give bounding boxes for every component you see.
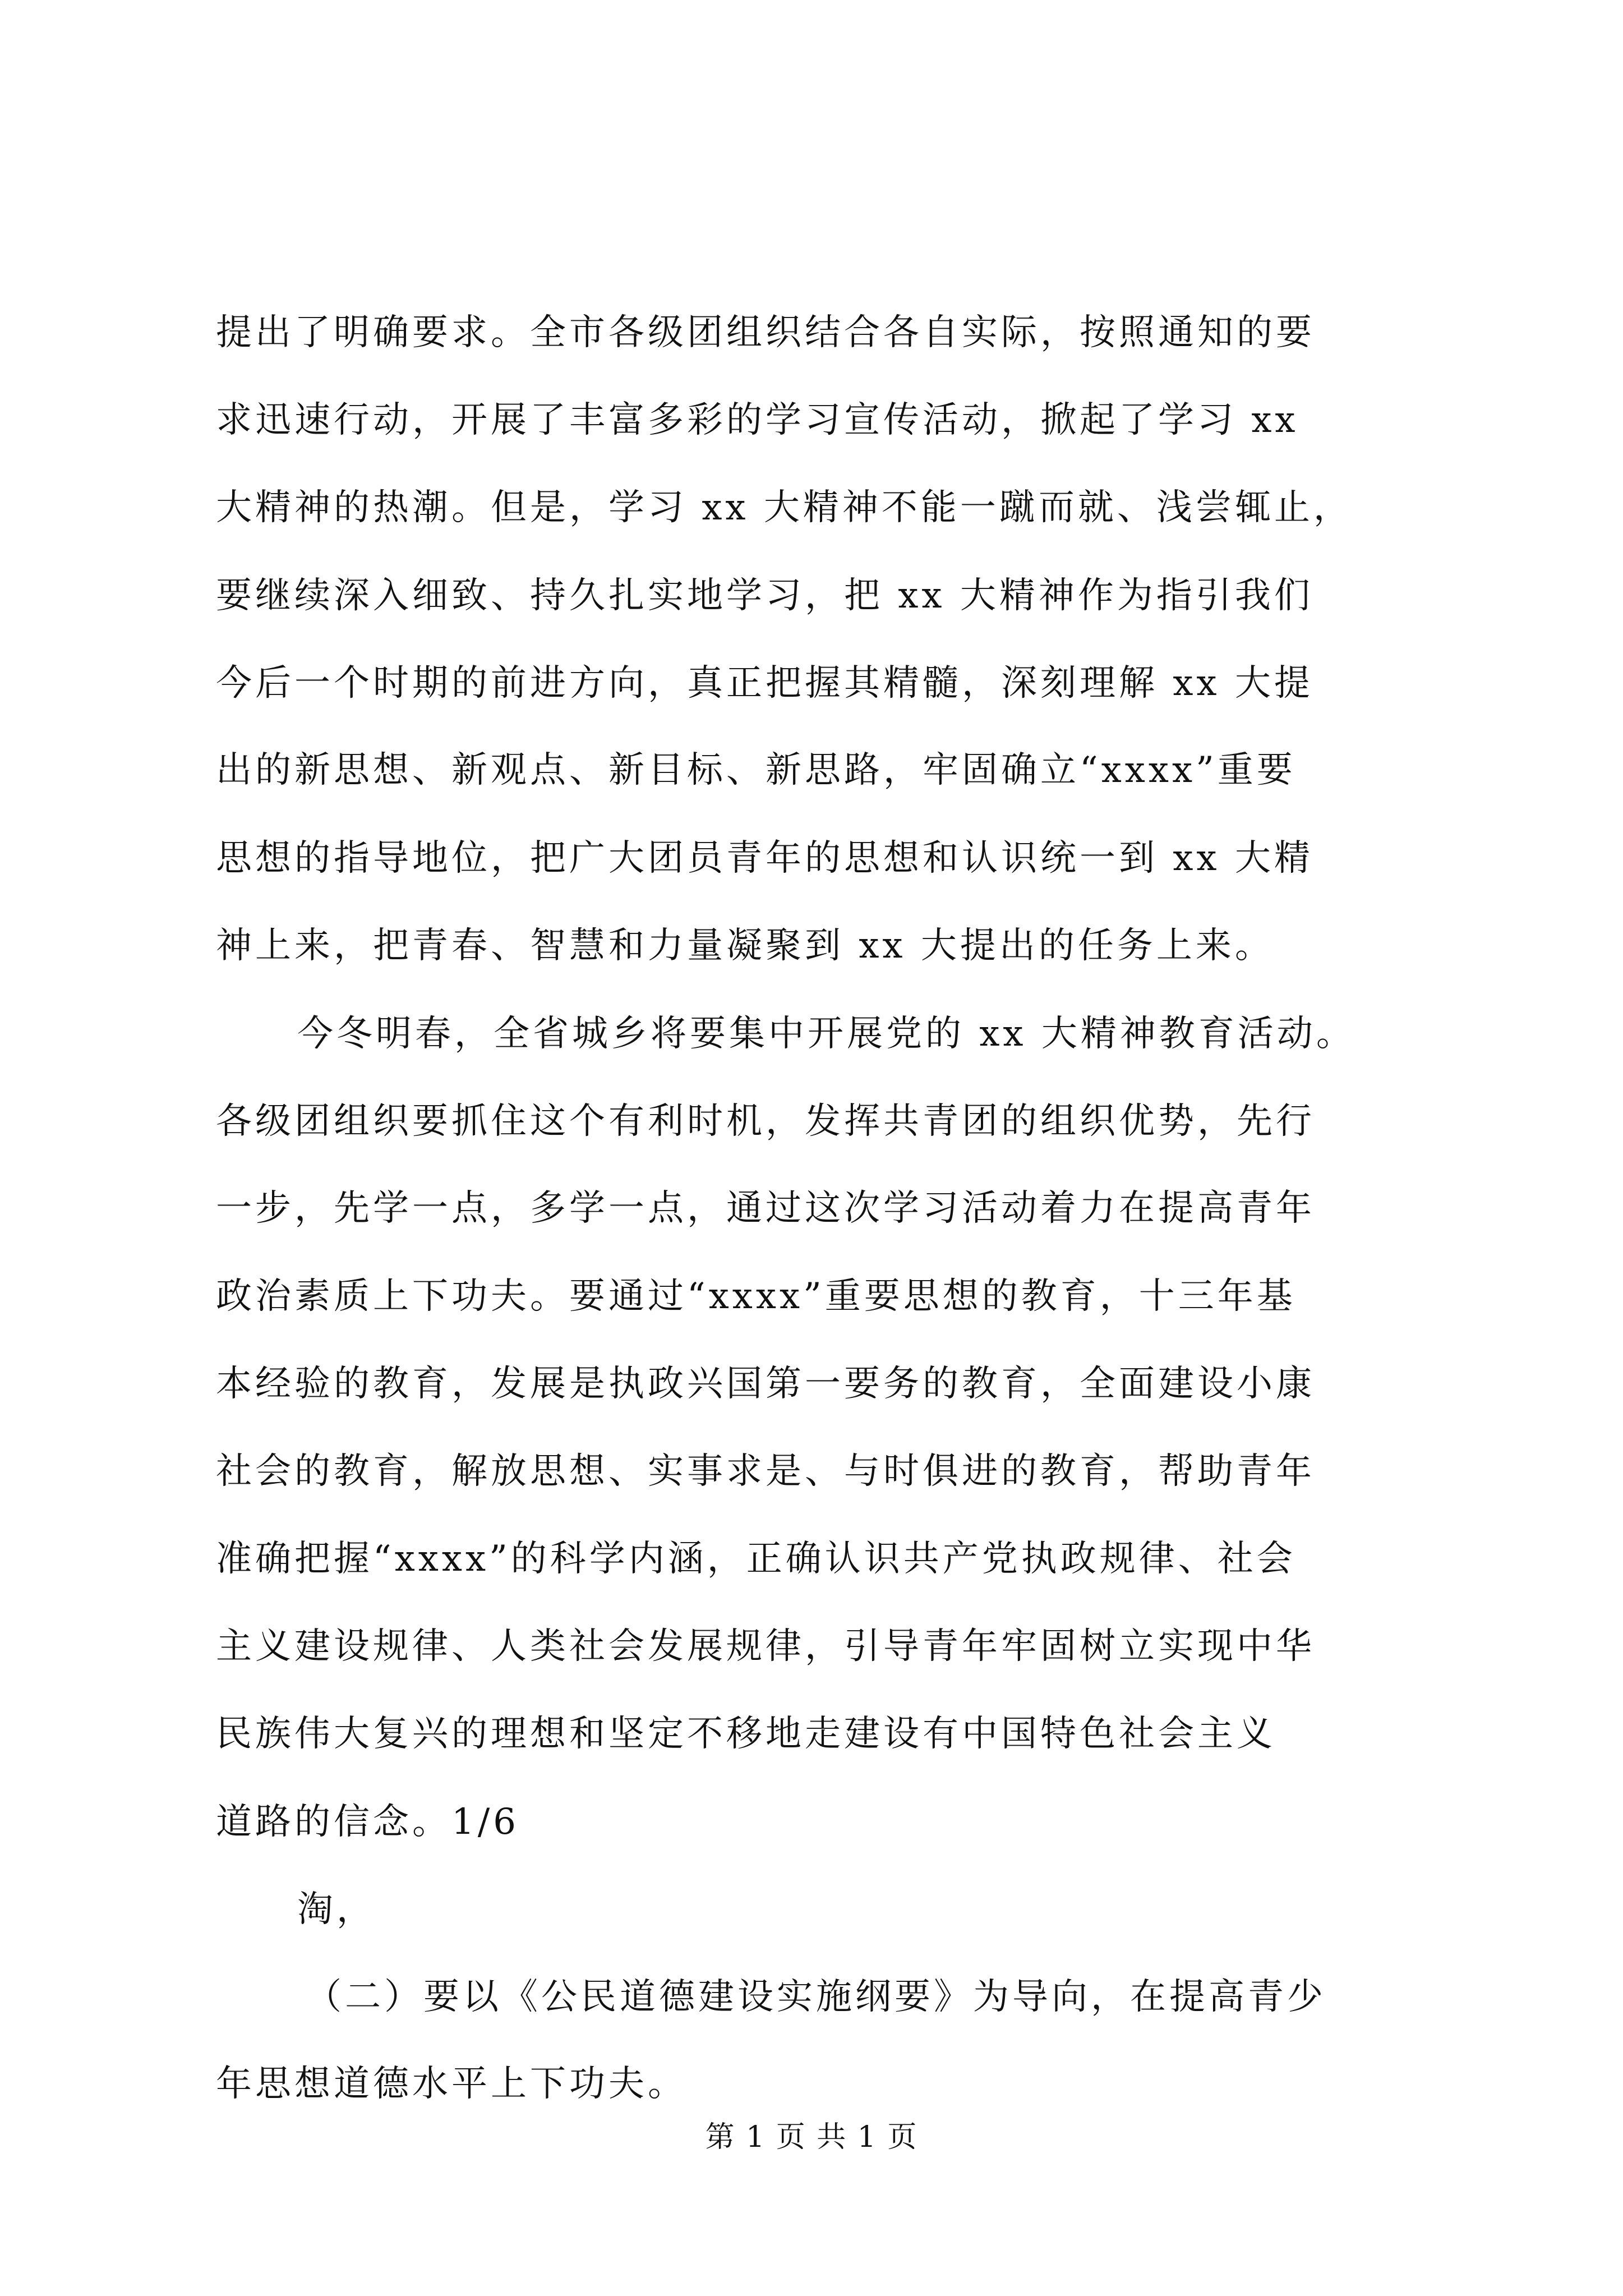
text-line: 主义建设规律、人类社会发展规律，引导青年牢固树立实现中华 bbox=[216, 1626, 1315, 1667]
text-line: 各级团组织要抓住这个有利时机，发挥共青团的组织优势，先行 bbox=[216, 1101, 1315, 1142]
page-footer: 第 1 页 共 1 页 bbox=[705, 2120, 918, 2154]
text-line: 思想的指导地位，把广大团员青年的思想和认识统一到 xx 大精 bbox=[216, 838, 1313, 879]
text-line: 大精神的热潮。但是，学习 xx 大精神不能一蹴而就、浅尝辄止， bbox=[216, 487, 1353, 528]
text-line: 民族伟大复兴的理想和坚定不移地走建设有中国特色社会主义 bbox=[216, 1713, 1276, 1755]
paragraph-first-line: 今冬明春，全省城乡将要集中开展党的 xx 大精神教育活动。 bbox=[297, 1013, 1355, 1055]
text-line: 社会的教育，解放思想、实事求是、与时俱进的教育，帮助青年 bbox=[216, 1451, 1315, 1492]
text-line: 准确把握“xxxx”的科学内涵，正确认识共产党执政规律、社会 bbox=[216, 1538, 1296, 1580]
text-line: 本经验的教育，发展是执政兴国第一要务的教育，全面建设小康 bbox=[216, 1363, 1315, 1405]
paragraph-first-line: 淘， bbox=[297, 1889, 376, 1930]
text-line: 要继续深入细致、持久扎实地学习，把 xx 大精神作为指引我们 bbox=[216, 575, 1313, 616]
text-line: 今后一个时期的前进方向，真正把握其精髓，深刻理解 xx 大提 bbox=[216, 662, 1313, 704]
text-line: 求迅速行动，开展了丰富多彩的学习宣传活动，掀起了学习 xx bbox=[216, 399, 1299, 441]
text-line: 神上来，把青春、智慧和力量凝聚到 xx 大提出的任务上来。 bbox=[216, 925, 1274, 967]
text-line: 提出了明确要求。全市各级团组织结合各自实际，按照通知的要 bbox=[216, 312, 1315, 353]
section-heading-line: （二）要以《公民道德建设实施纲要》为导向，在提高青少 bbox=[306, 1976, 1326, 2018]
text-line: 政治素质上下功夫。要通过“xxxx”重要思想的教育，十三年基 bbox=[216, 1276, 1296, 1317]
text-line: 出的新思想、新观点、新目标、新思路，牢固确立“xxxx”重要 bbox=[216, 749, 1296, 791]
text-line: 道路的信念。1/6 bbox=[216, 1801, 519, 1843]
text-line: 一步，先学一点，多学一点，通过这次学习活动着力在提高青年 bbox=[216, 1188, 1315, 1229]
text-line: 年思想道德水平上下功夫。 bbox=[216, 2063, 687, 2105]
